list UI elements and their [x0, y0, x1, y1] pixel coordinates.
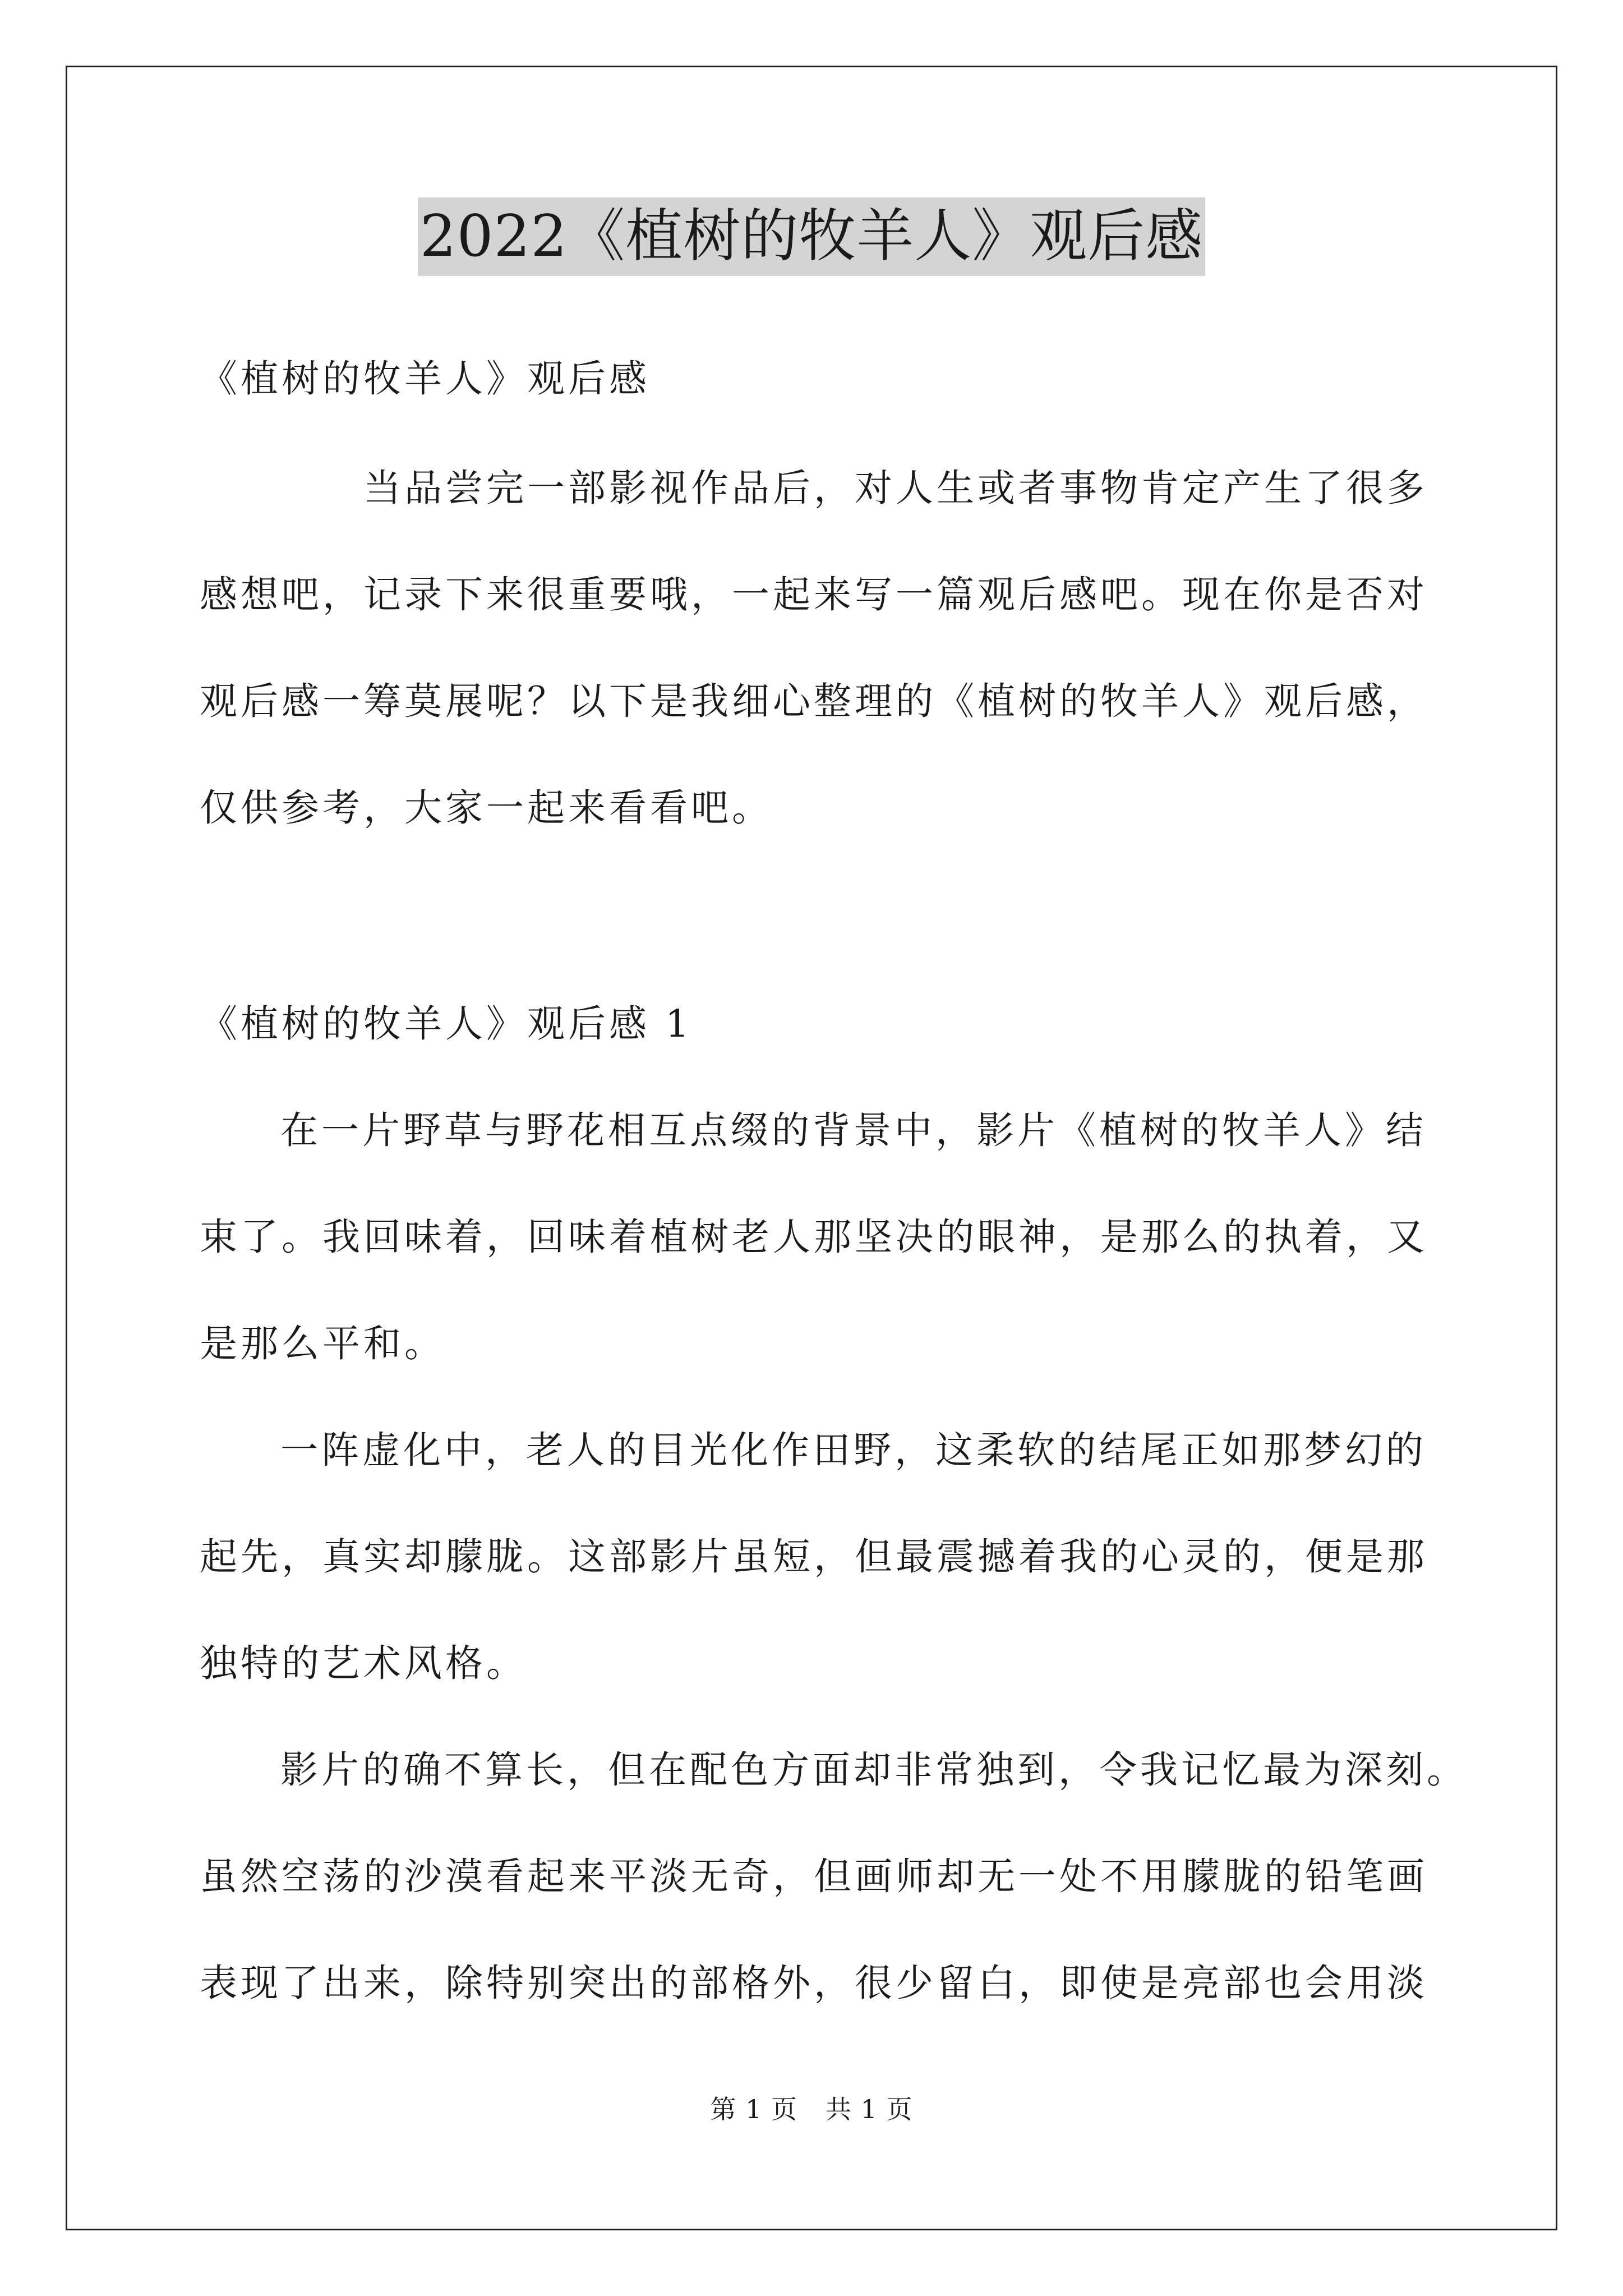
section-heading-1: 《植树的牧羊人》观后感 1: [200, 1002, 693, 1046]
para2-line-3: 独特的艺术风格。: [200, 1641, 527, 1685]
para2-line-1: 一阵虚化中，老人的目光化作田野，这柔软的结尾正如那梦幻的: [280, 1428, 1427, 1472]
intro-line-3: 观后感一筹莫展呢？以下是我细心整理的《植树的牧羊人》观后感，: [200, 679, 1428, 723]
intro-line-2: 感想吧，记录下来很重要哦，一起来写一篇观后感吧。现在你是否对: [200, 573, 1428, 616]
para3-line-2: 虽然空荡的沙漠看起来平淡无奇，但画师却无一处不用朦胧的铅笔画: [200, 1855, 1428, 1898]
para1-line-1: 在一片野草与野花相互点缀的背景中，影片《植树的牧羊人》结: [280, 1108, 1427, 1152]
para1-line-2: 束了。我回味着，回味着植树老人那坚决的眼神，是那么的执着，又: [200, 1215, 1428, 1259]
intro-line-1: 当品尝完一部影视作品后，对人生或者事物肯定产生了很多: [363, 466, 1428, 510]
document-title: 2022《植树的牧羊人》观后感: [418, 197, 1206, 276]
page-footer: [0, 2092, 1623, 2126]
page-number: 第 1 页: [710, 2094, 797, 2124]
para3-line-1: 影片的确不算长，但在配色方面却非常独到，令我记忆最为深刻。: [280, 1748, 1468, 1792]
para3-line-3: 表现了出来，除特别突出的部格外，很少留白，即使是亮部也会用淡: [200, 1961, 1428, 2005]
para2-line-2: 起先，真实却朦胧。这部影片虽短，但最震撼着我的心灵的，便是那: [200, 1535, 1428, 1579]
page-total: 共 1 页: [826, 2094, 913, 2124]
para1-line-3: 是那么平和。: [200, 1322, 445, 1365]
intro-line-4: 仅供参考，大家一起来看看吧。: [200, 786, 773, 830]
document-title-wrap: [0, 197, 1623, 276]
subtitle-heading: 《植树的牧羊人》观后感: [200, 357, 650, 401]
